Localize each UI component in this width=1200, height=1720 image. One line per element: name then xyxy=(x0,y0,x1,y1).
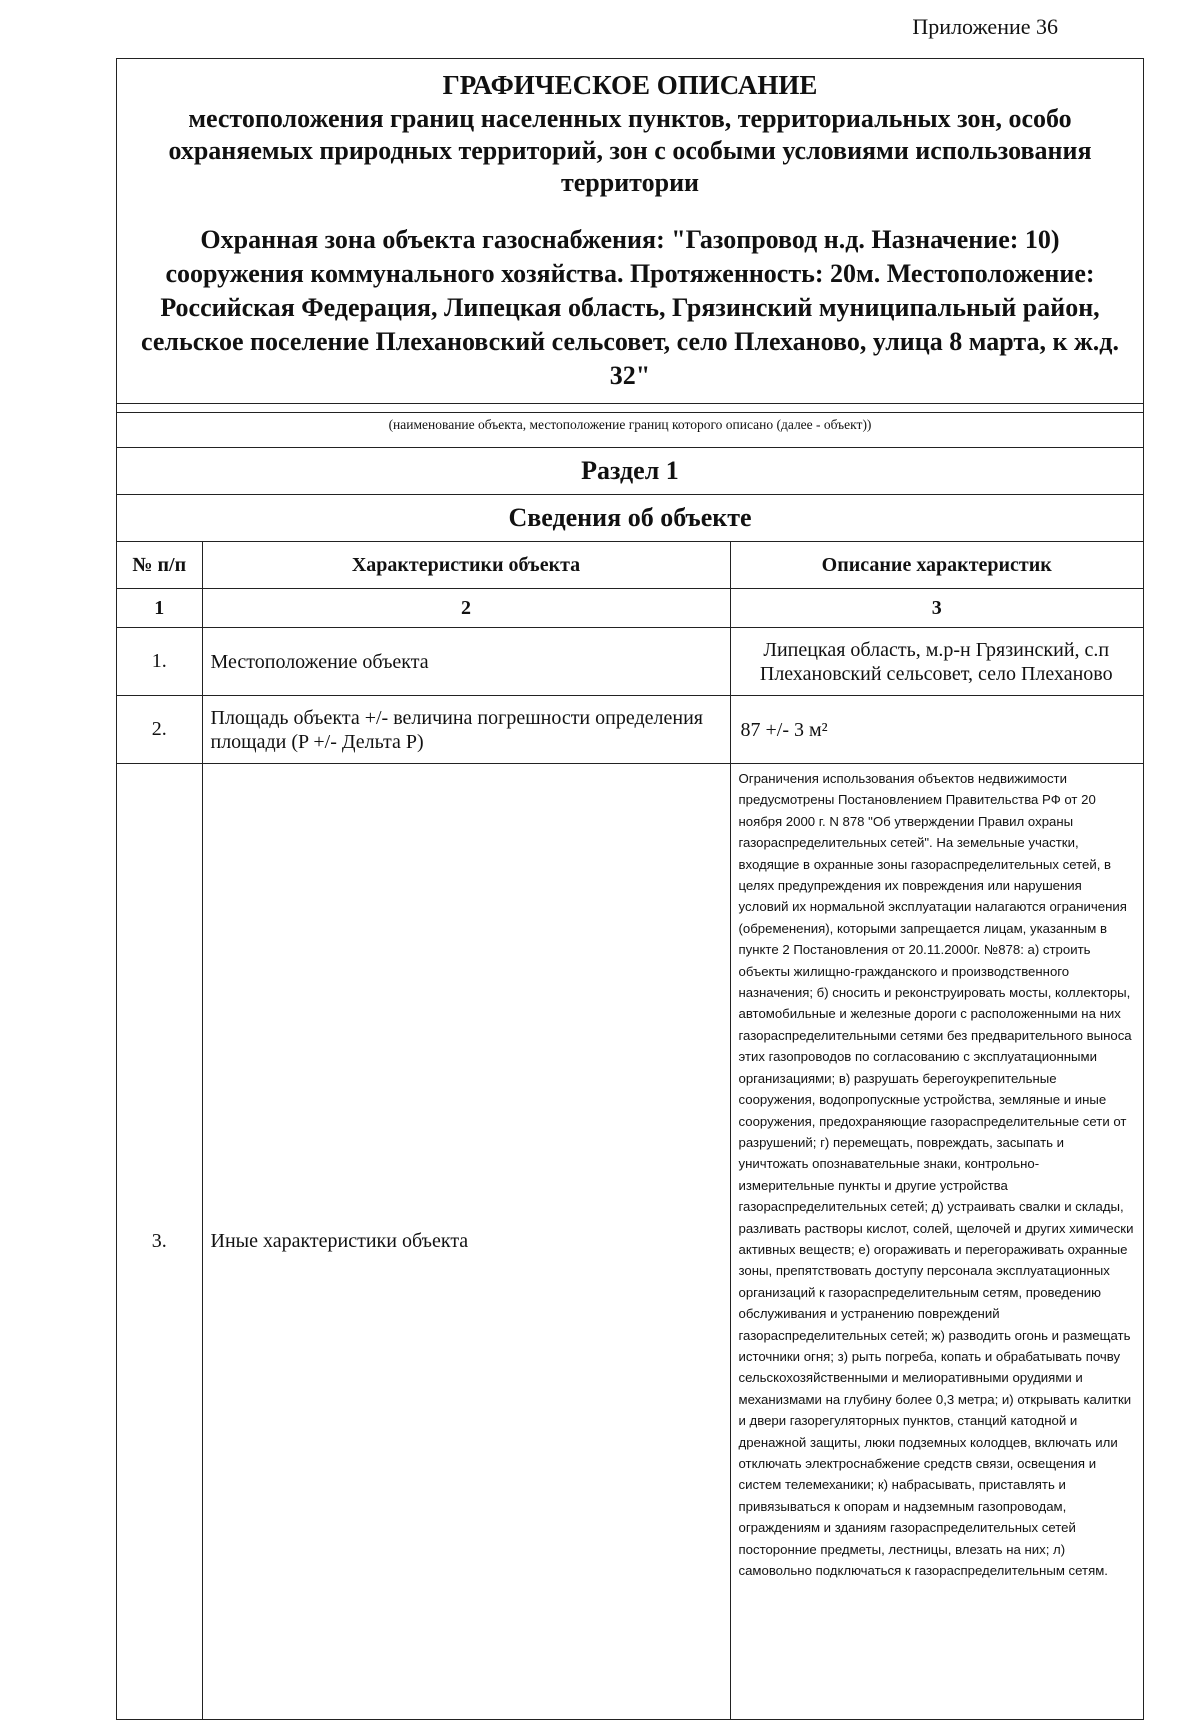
row-characteristic: Иные характеристики объекта xyxy=(202,764,730,1719)
document-header xyxy=(117,59,1143,404)
document-subtitle: местоположения границ населенных пунктов, территориальных зон, особо охраняемых природных территорий, зон с особыми условиями использования территории xyxy=(168,104,1092,197)
column-header-description: Описание характеристик xyxy=(730,542,1143,589)
column-number: 3 xyxy=(730,589,1143,628)
section-title: Раздел 1 xyxy=(117,448,1143,495)
column-number: 2 xyxy=(202,589,730,628)
column-number-row xyxy=(117,589,1143,628)
row-characteristic: Местоположение объекта xyxy=(202,628,730,696)
column-header-number: № п/п xyxy=(117,542,202,589)
row-number: 2. xyxy=(117,696,202,764)
table-row xyxy=(117,628,1143,696)
column-number: 1 xyxy=(117,589,202,628)
column-header-characteristic: Характеристики объекта xyxy=(202,542,730,589)
row-description: Ограничения использования объектов недвижимости предусмотрены Постановлением Правительства РФ от 20 ноября 2000 г. N 878 "Об утверждении Правил охраны газораспределительных сетей". На земельные участки, входящие в охранные зоны газораспределительных сетей, в целях предупреждения их повреждения или нарушения условий их нормальной эксплуатации налагаются ограничения (обременения), которыми запрещается лицам, указанным в пункте 2 Постановления от 20.11.2000г. №878: а) строить объекты жилищно-гражданского и производственного назначения; б) сносить и реконструировать мосты, коллекторы, автомобильные и железные дороги с расположенными на них газораспределительными сетями без предварительного выноса этих газопроводов по согласованию с эксплуатационными организациями; в) разрушать берегоукрепительные сооружения, водопропускные устройства, земляные и иные сооружения, предохраняющие газораспределительные сети от разрушений; г) перемещать, повреждать, засыпать и уничтожать опознавательные знаки, контрольно-измерительные пункты и другие устройства газораспределительных сетей; д) устраивать свалки и склады, разливать растворы кислот, солей, щелочей и других химически активных веществ; е) огораживать и перегораживать охранные зоны, препятствовать доступу персонала эксплуатационных организаций к газораспределительным сетям, проведению обслуживания и устранению повреждений газораспределительных сетей; ж) разводить огонь и размещать источники огня; з) рыть погреба, копать и обрабатывать почву сельскохозяйственными и мелиоративными орудиями и механизмами на глубину более 0,3 метра; и) открывать калитки и двери газорегуляторных пунктов, станций катодной и дренажной защиты, люки подземных колодцев, включать или отключать электроснабжение средств связи, освещения и систем телемеханики; к) набрасывать, приставлять и привязываться к опорам и надземным газопроводам, ограждениям и зданиям газораспределительных сетей посторонние предметы, лестницы, влезать на них; л) самовольно подключаться к газораспределительным сетям. xyxy=(730,764,1143,1719)
row-characteristic: Площадь объекта +/- величина погрешности определения площади (P +/- Дельта P) xyxy=(202,696,730,764)
row-number: 1. xyxy=(117,628,202,696)
row-description: Липецкая область, м.р-н Грязинский, с.п Плехановский сельсовет, село Плеханово xyxy=(730,628,1143,696)
section-subtitle: Сведения об объекте xyxy=(117,495,1143,542)
table-row xyxy=(117,696,1143,764)
table-row xyxy=(117,764,1143,1719)
table-header-row xyxy=(117,542,1143,589)
characteristics-table xyxy=(117,542,1143,1719)
row-number: 3. xyxy=(117,764,202,1719)
appendix-label: Приложение 36 xyxy=(912,14,1058,39)
row-description: 87 +/- 3 м² xyxy=(730,696,1143,764)
object-name: Охранная зона объекта газоснабжения: "Газопровод н.д. Назначение: 10) сооружения коммунального хозяйства. Протяженность: 20м. Местоположение: Российская Федерация, Липецкая область, Грязинский муниципальный район, сельское поселение Плехановский сельсовет, село Плеханово, улица 8 марта, к ж.д. 32" xyxy=(141,225,1119,390)
document-frame xyxy=(116,58,1144,1720)
object-caption: (наименование объекта, местоположение границ которого описано (далее - объект)) xyxy=(117,412,1143,448)
document-title: ГРАФИЧЕСКОЕ ОПИСАНИЕ xyxy=(442,70,818,100)
